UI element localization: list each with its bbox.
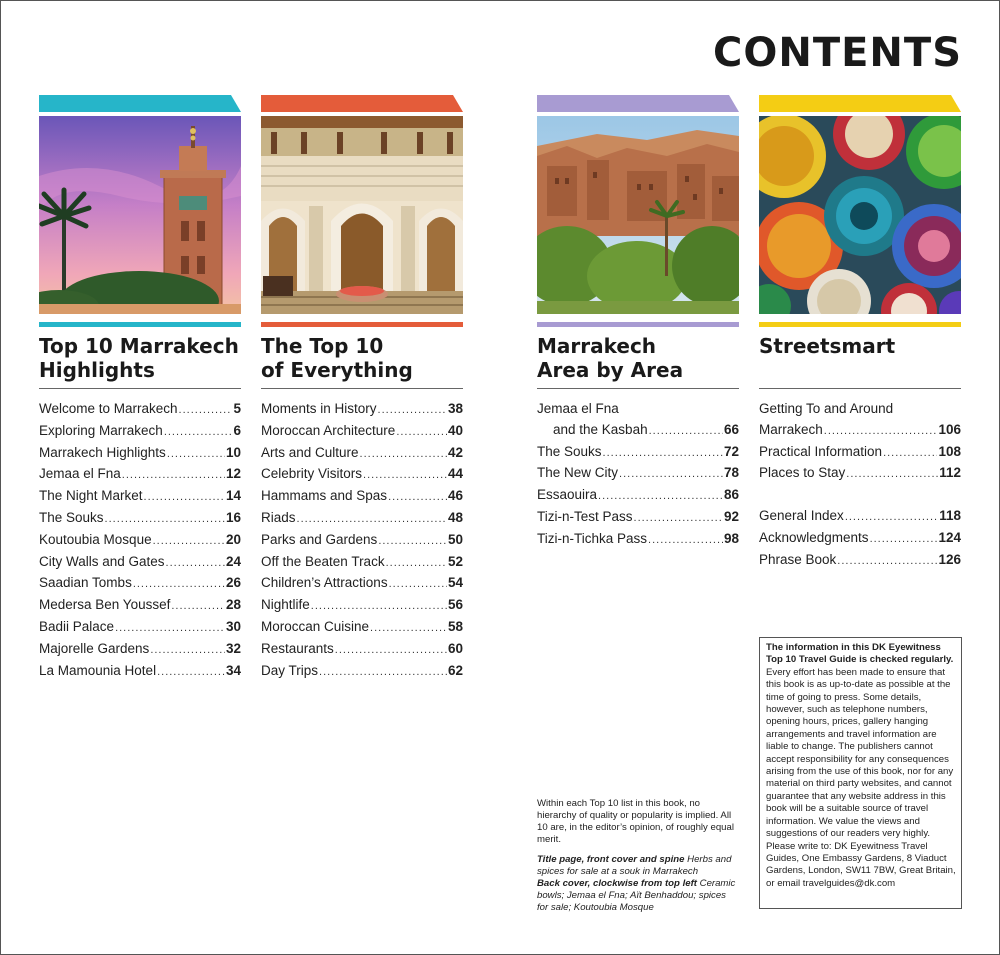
toc-entry-label: Essaouira [537,487,598,503]
toc-entry-label: Marrakech Highlights [39,444,166,460]
section-title: Marrakech Area by Area [537,334,684,382]
toc-entry[interactable] [537,463,739,485]
section-everything [261,95,463,682]
toc-leader-dots [297,509,447,530]
toc-entry-label: Exploring Marrakech [39,422,163,438]
toc-entry[interactable] [261,530,463,552]
toc-entry-page: 72 [723,443,739,459]
toc-entry-label: City Walls and Gates [39,553,165,569]
toc-leader-dots [598,486,723,507]
toc-entry-label: Badii Palace [39,618,115,634]
toc-entry[interactable] [39,443,241,465]
toc-entry-page: 12 [225,466,241,482]
toc-leader-dots [171,596,225,617]
toc-entry[interactable] [261,617,463,639]
toc-leader-dots [378,531,447,552]
toc-entry-page: 66 [723,421,739,437]
toc-leader-dots [115,618,225,639]
toc-entry-label: Celebrity Visitors [261,466,363,482]
toc-entry[interactable] [261,661,463,683]
toc-entry-page: 10 [225,444,241,460]
toc-entry-label: Saadian Tombs [39,575,132,591]
toc-entry[interactable] [261,573,463,595]
toc-leader-dots [167,444,225,465]
toc-entry-label: Moments in History [261,401,377,416]
toc-leader-dots [164,422,233,443]
toc-entry[interactable] [537,507,739,529]
toc-leader-dots [319,662,447,683]
toc-entry-label: General Index [759,508,844,524]
toc-entry[interactable] [39,421,241,443]
toc-entry-page: 26 [225,575,241,591]
toc-entry-page: 106 [938,421,961,437]
toc-entry-label: The Souks [537,443,602,459]
toc-leader-dots [648,530,723,551]
toc-entry-page: 28 [225,597,241,613]
toc-leader-dots [153,531,225,552]
toc-leader-dots [378,400,447,421]
toc-entry-label: Moroccan Architecture [261,422,396,438]
section-tab [537,95,739,112]
toc-entry-label: Restaurants [261,640,334,656]
toc-entry-page: 50 [447,531,463,547]
toc-leader-dots [883,443,937,464]
section-tab [39,95,241,112]
toc-list [537,399,739,551]
section-rule [39,322,241,327]
toc-entry-page: 38 [447,401,463,416]
toc-leader-dots [603,443,723,464]
toc-entry-page: 20 [225,531,241,547]
toc-entry-label: Marrakech [759,421,823,437]
toc-entry-page: 48 [447,509,463,525]
toc-entry[interactable] [261,595,463,617]
credit-label: Title page, front cover and spine [537,854,685,865]
section-tab [261,95,463,112]
toc-entry[interactable] [261,552,463,574]
toc-entry-label: The New City [537,465,619,481]
toc-entry-label: Koutoubia Mosque [39,531,152,547]
toc-entry-label: The Souks [39,509,104,525]
toc-leader-dots [386,553,447,574]
toc-entry-page: 92 [723,508,739,524]
toc-leader-dots [846,464,938,485]
toc-entry-page: 24 [225,553,241,569]
page-title: CONTENTS [712,30,962,76]
toc-entry[interactable] [39,617,241,639]
koutoubia-minaret-photo [39,116,241,314]
toc-leader-dots [649,421,723,442]
toc-entry[interactable] [759,420,961,442]
toc-entry-page: 108 [938,443,961,459]
section-highlights [39,95,241,682]
toc-entry-page: 58 [447,618,463,634]
toc-leader-dots [157,662,225,683]
toc-entry-page: 44 [447,466,463,482]
toc-entry-page: 60 [447,640,463,656]
toc-leader-dots [388,487,447,508]
toc-entry-label: Jemaa el Fna [537,401,619,416]
toc-entry[interactable] [39,399,241,421]
toc-entry[interactable] [39,464,241,486]
toc-entry-page: 52 [447,553,463,569]
toc-entry-page: 124 [938,529,961,545]
toc-entry-page: 78 [723,465,739,481]
info-box-heading: The information in this DK Eyewitness Top 10 Travel Guide is checked regularly. [766,642,954,666]
toc-entry-page: 126 [938,551,961,567]
toc-entry-page: 14 [225,488,241,504]
toc-leader-dots [133,574,225,595]
section-title: Top 10 Marrakech Highlights [39,334,239,382]
toc-entry-label: Acknowledgments [759,529,869,545]
toc-entry[interactable] [537,485,739,507]
toc-entry-page: 6 [233,422,241,438]
toc-entry-label: and the Kasbah [553,421,648,437]
credit-text: Ceramic bowls; Jemaa el Fna; Aït Benhaddou; spices for sale; Koutoubia Mosque [537,878,736,913]
toc-entry[interactable] [39,486,241,508]
section-streetsmart [759,95,961,572]
toc-entry[interactable] [537,399,739,420]
toc-leader-dots [311,596,447,617]
toc-entry[interactable] [759,506,961,528]
toc-entry-page: 118 [939,508,961,524]
section-rule [261,322,463,327]
toc-entry-label: Tizi-n-Test Pass [537,508,633,524]
toc-entry-page: 112 [939,465,961,481]
cover-credits [537,854,737,914]
toc-leader-dots [870,529,938,550]
divider [537,388,739,389]
toc-entry-page: 98 [723,530,739,546]
toc-entry-page: 30 [225,618,241,634]
toc-entry-label: Parks and Gardens [261,531,378,547]
toc-entry-label: Off the Beaten Track [261,553,385,569]
toc-entry-label: La Mamounia Hotel [39,662,157,678]
toc-entry[interactable] [261,421,463,443]
toc-entry-label: Day Trips [261,662,319,678]
riad-courtyard-photo [261,116,463,314]
toc-entry[interactable] [39,530,241,552]
info-box [759,637,962,909]
toc-entry[interactable] [537,420,739,442]
toc-entry-label: Getting To and Around [759,401,894,416]
toc-leader-dots [150,640,225,661]
info-box-body: Every effort has been made to ensure that this book is as up-to-date as possible at the time of going to press. Some details, however, such as telephone numbers, opening hours, prices, gallery hanging arrangements and travel information are liable to change. The publishers cannot accept responsibility for any consequences arising from the use of this book, nor for any material on third party websites, and cannot guarantee that any website address in this book will be a suitable source of travel information. We value the views and suggestions of our readers very highly. Please write to: DK Eyewitness Travel Guides, One Embassy Gardens, 8 Viaduct Gardens, London, SW11 7BW, Great Britain, or email travelguides@dk.com [766,666,956,889]
toc-entry[interactable] [39,595,241,617]
toc-entry-page: 86 [723,487,739,503]
divider [39,388,241,389]
hierarchy-note: Within each Top 10 list in this book, no hierarchy of quality or popularity is implied. All 10 are, in the editor’s opinion, of roughly equal merit. [537,798,734,845]
toc-leader-dots [845,507,938,528]
toc-entry-page: 40 [447,422,463,438]
toc-leader-dots [335,640,447,661]
toc-entry-page: 42 [447,444,463,460]
toc-entry[interactable] [261,508,463,530]
divider [759,388,961,389]
toc-leader-dots [634,508,723,529]
toc-list [261,399,463,682]
toc-leader-dots [370,618,447,639]
toc-entry-page: 62 [447,662,463,678]
toc-entry[interactable] [261,639,463,661]
toc-entry[interactable] [759,463,961,485]
toc-list [39,399,241,682]
toc-entry-label: Moroccan Cuisine [261,618,370,634]
toc-entry[interactable] [759,550,961,572]
toc-entry[interactable] [39,661,241,683]
section-area-by-area [537,95,739,551]
toc-entry[interactable] [39,573,241,595]
credit-label: Back cover, clockwise from top left [537,878,697,889]
toc-entry-label: Phrase Book [759,551,837,567]
toc-spacer [759,485,961,506]
toc-entry-label: Children’s Attractions [261,575,388,591]
toc-entry-label: Practical Information [759,443,883,459]
ait-benhaddou-photo [537,116,739,314]
toc-leader-dots [122,465,225,486]
editorial-note [537,798,737,914]
toc-entry[interactable] [759,399,961,420]
toc-entry-label: Riads [261,509,296,525]
toc-entry[interactable] [39,508,241,530]
credit-text: Herbs and spices for sale at a souk in Marrakech [537,854,732,877]
toc-leader-dots [144,487,225,508]
section-title: The Top 10 of Everything [261,334,413,382]
toc-entry-page: 46 [447,488,463,504]
toc-entry-label: Medersa Ben Youssef [39,597,171,613]
toc-leader-dots [824,421,938,442]
toc-leader-dots [396,422,447,443]
section-title: Streetsmart [759,334,896,358]
toc-entry-label: Places to Stay [759,465,846,481]
toc-leader-dots [389,574,447,595]
toc-entry[interactable] [39,552,241,574]
toc-entry[interactable] [39,639,241,661]
toc-leader-dots [166,553,225,574]
section-rule [759,322,961,327]
toc-entry-label: The Night Market [39,488,143,504]
toc-entry[interactable] [261,486,463,508]
ceramic-bowls-photo [759,116,961,314]
toc-leader-dots [360,444,447,465]
toc-entry-label: Jemaa el Fna [39,466,121,482]
toc-entry[interactable] [537,529,739,551]
toc-leader-dots [179,400,233,421]
toc-entry-label: Tizi-n-Tichka Pass [537,530,648,546]
toc-entry-label: Arts and Culture [261,444,359,460]
toc-entry[interactable] [261,443,463,465]
toc-entry-label: Welcome to Marrakech [39,401,178,416]
toc-entry-label: Nightlife [261,597,310,613]
toc-entry[interactable] [261,464,463,486]
toc-entry-page: 5 [233,401,241,416]
toc-entry[interactable] [759,442,961,464]
toc-entry[interactable] [261,399,463,421]
toc-entry-label: Hammams and Spas [261,488,388,504]
section-rule [537,322,739,327]
section-tab [759,95,961,112]
toc-leader-dots [619,464,723,485]
toc-entry-label: Majorelle Gardens [39,640,150,656]
toc-entry[interactable] [759,528,961,550]
toc-leader-dots [105,509,225,530]
toc-entry-page: 34 [225,662,241,678]
toc-entry-page: 32 [225,640,241,656]
toc-leader-dots [363,465,447,486]
toc-entry[interactable] [537,442,739,464]
toc-leader-dots [837,551,937,572]
toc-entry-page: 16 [225,509,241,525]
toc-list [759,399,961,572]
divider [261,388,463,389]
toc-entry-page: 54 [447,575,463,591]
toc-entry-page: 56 [447,597,463,613]
